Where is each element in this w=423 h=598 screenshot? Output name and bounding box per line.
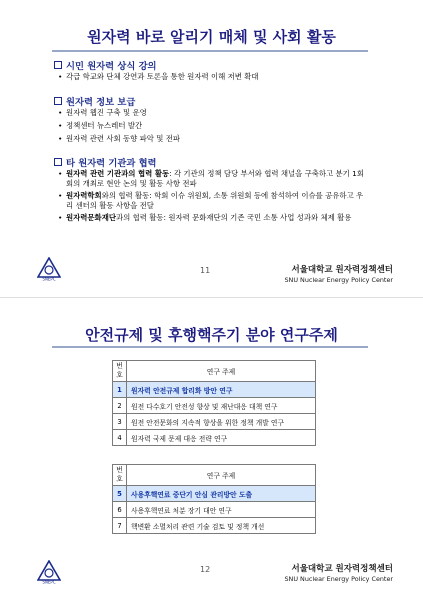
title-underline <box>52 346 368 348</box>
page-number: 11 <box>200 266 211 275</box>
table-row: 3 원전 안전문화의 지속적 향상을 위한 정책 개발 연구 <box>113 414 316 430</box>
bullet-icon: • <box>58 213 63 222</box>
bullet-icon: • <box>58 72 63 81</box>
table-row: 7 핵변환 소멸처리 관련 기술 검토 및 정책 개선 <box>113 518 316 534</box>
section-heading-3: 타 원자력 기관과 협력 <box>54 155 157 169</box>
table-header-row <box>113 361 316 382</box>
slide-11 <box>0 0 423 296</box>
org-name-english: SNU Nuclear Energy Policy Center <box>284 276 393 284</box>
slide-title: 원자력 바로 알리기 매체 및 사회 활동 <box>87 28 336 46</box>
table-row: 2 원전 다수호기 안전성 향상 및 재난대응 대책 연구 <box>113 398 316 414</box>
column-header-topic: 연구 주제 <box>127 361 316 382</box>
bullet-icon: • <box>58 108 63 117</box>
bullet-icon: • <box>58 134 63 143</box>
checkbox-bullet-icon <box>54 97 62 105</box>
bullet-icon: • <box>58 121 63 130</box>
svg-text:SNEPC: SNEPC <box>42 276 56 281</box>
snepc-logo <box>37 257 61 281</box>
list-item: • 원자력 관련 기관과의 협력 활동: 각 기관의 정책 담당 부서와 협력 채널을 구축하고 분기 1회 회의 개최로 현안 논의 및 활동 사항 전파 <box>58 169 365 188</box>
table-row: 4 원자력 국제 문제 대응 전략 연구 <box>113 430 316 446</box>
list-item: • 원자력 관련 사회 동향 파악 및 전파 <box>58 134 181 143</box>
table-row: 6 사용후핵연료 처분 장기 대안 연구 <box>113 502 316 518</box>
section-heading-2: 원자력 정보 보급 <box>54 94 135 108</box>
list-item: • 각급 학교와 단체 강연과 토론을 통한 원자력 이해 저변 확대 <box>58 72 259 81</box>
org-name-english: SNU Nuclear Energy Policy Center <box>284 575 393 583</box>
bullet-icon: • <box>58 191 63 200</box>
page-number: 12 <box>200 565 211 574</box>
title-underline <box>52 50 368 52</box>
list-item: • 원자력학회와의 협력 활동: 학회 이슈 위원회, 소통 위원회 등에 참석하여 이슈를 공유하고 우리 센터의 활동 사항을 전달 <box>58 191 364 210</box>
svg-text:SNEPC: SNEPC <box>42 579 56 584</box>
table-row: 5 사용후핵연료 중단기 안심 관리방안 도출 <box>113 486 316 502</box>
list-item: • 정책센터 뉴스레터 발간 <box>58 121 143 130</box>
research-topics-table-1 <box>112 360 316 446</box>
org-name-korean: 서울대학교 원자력정책센터 <box>291 564 393 574</box>
slide-separator <box>0 297 423 298</box>
column-header-topic: 연구 주제 <box>127 465 316 486</box>
column-header-number: 번호 <box>113 465 127 486</box>
table-row: 1 원자력 안전규제 합리화 방안 연구 <box>113 382 316 398</box>
table-header-row <box>113 465 316 486</box>
list-item: • 원자력문화재단과의 협력 활동: 원자력 문화재단의 기존 국민 소통 사업 성과와 체제 활용 <box>58 213 352 222</box>
slide-12 <box>0 300 423 598</box>
org-name-korean: 서울대학교 원자력정책센터 <box>291 265 393 275</box>
checkbox-bullet-icon <box>54 158 62 166</box>
slide-title: 안전규제 및 후행핵주기 분야 연구주제 <box>85 326 338 344</box>
section-heading-1: 시민 원자력 상식 강의 <box>54 58 157 72</box>
list-item: • 원자력 웹진 구축 및 운영 <box>58 108 147 117</box>
research-topics-table-2 <box>112 464 316 534</box>
snepc-logo <box>37 560 61 584</box>
bullet-icon: • <box>58 169 63 178</box>
column-header-number: 번호 <box>113 361 127 382</box>
checkbox-bullet-icon <box>54 61 62 69</box>
